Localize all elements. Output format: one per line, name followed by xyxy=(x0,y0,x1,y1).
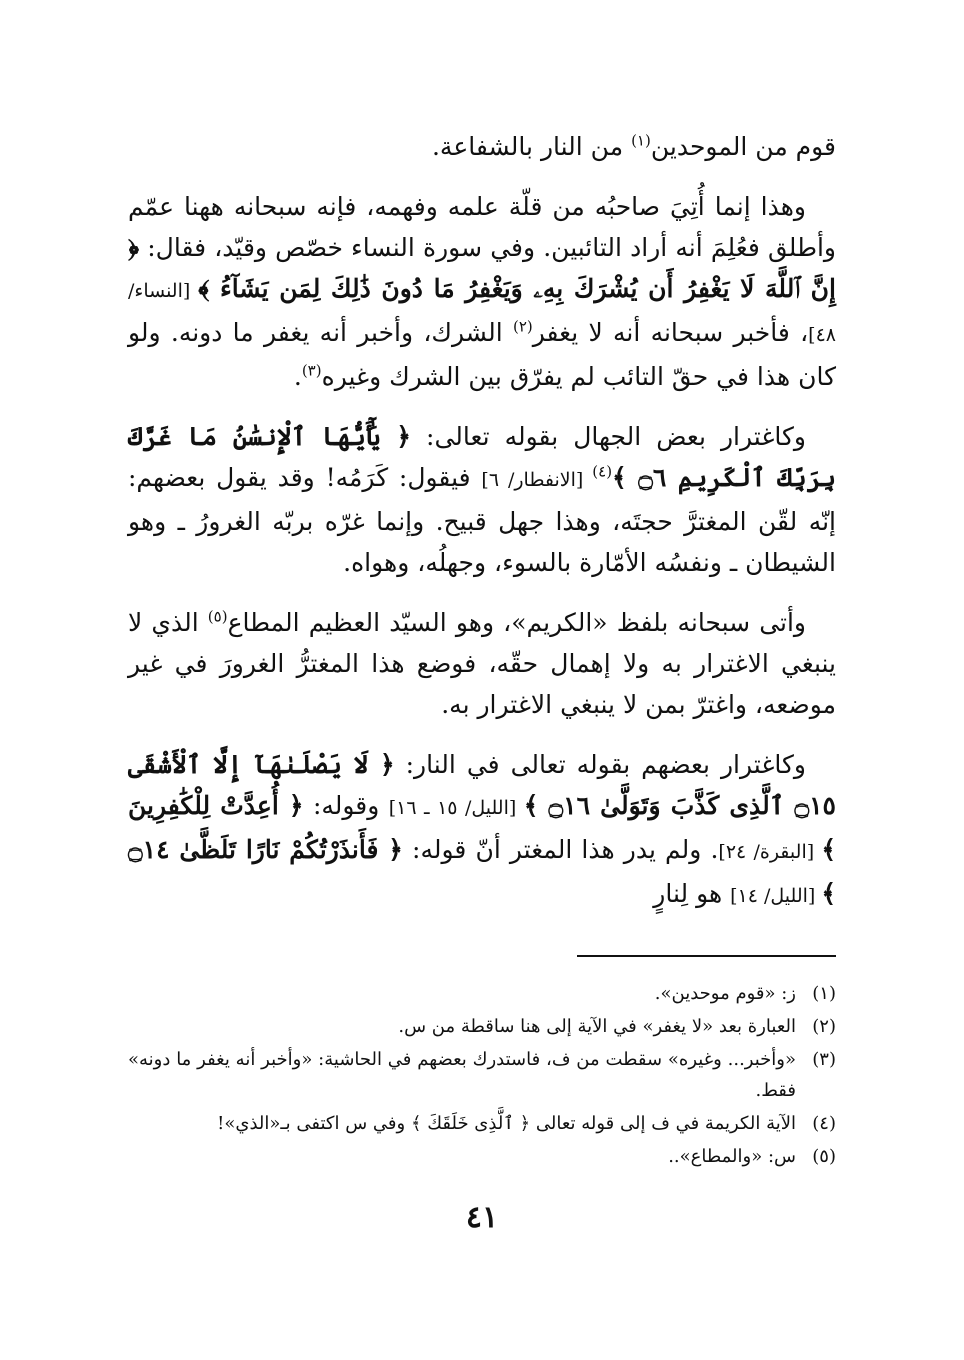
text-segment: وأتى سبحانه بلفظ «الكريم»، وهو السيّد العظيم المطاع xyxy=(227,608,807,637)
text-segment: قوم من الموحدين xyxy=(650,132,836,161)
paragraph-1 xyxy=(128,126,836,167)
footnote-marker-5[interactable]: (٥) xyxy=(207,607,228,626)
footnote-marker-3[interactable]: (٣) xyxy=(301,361,322,380)
footnote-number: (٢) xyxy=(812,1016,836,1037)
text-segment: فيقول: كَرَمُه! وقد يقول بعضهم: إنّه لقّن المغترَّ حجتَه، وهذا جهل قبيح. وإنما غرّه بربّه الغرورُ ـ وهو الشيطان ـ ونفسُه الأمّارة بالسوء، وجهلُه، وهواه. xyxy=(128,463,836,577)
text-segment: من النار بالشفاعة. xyxy=(431,132,632,161)
footnote-number: (٣) xyxy=(812,1049,836,1070)
footnote-marker-1[interactable]: (١) xyxy=(631,131,651,150)
verse-reference: [الليل/ ١٤] xyxy=(730,885,822,907)
footnote-text: «وأخبر... وغيره» سقطت من ف، فاستدرك بعضهم في الحاشية: «وأخبر أنه يغفر ما دونه» فقط. xyxy=(128,1049,796,1101)
verse-reference: [النساء/ ٤٨] xyxy=(128,280,836,346)
text-segment: وقوله: xyxy=(303,791,389,820)
footnote-text: ز: «قوم موحدين». xyxy=(654,983,796,1004)
text-segment: وهذا إنما أُتِيَ صاحبُه من قلّة علمه وفهمه، فإنه سبحانه ههنا عمّم وأطلق فعُلِمَ أنه أراد التائبين. وفي سورة النساء خصّص وقيّد، فقال: xyxy=(128,192,836,262)
quran-verse: ﴿ يَٰٓأَيُّهَا ٱلْإِنسَٰنُ مَا غَرَّكَ بِرَبِّكَ ٱلْكَرِيمِ ۝٦ ﴾ xyxy=(128,422,836,492)
quran-verse: ﴿ أُعِدَّتْ لِلْكَٰفِرِينَ ﴾ xyxy=(128,791,836,864)
page-number: ٤١ xyxy=(465,1200,499,1235)
text-segment: وكاغترار بعض الجهال بقوله تعالى: xyxy=(410,422,806,451)
text-segment: الذي لا ينبغي الاغترار به ولا إهمال حقّه، فوضع هذا المغترُّ الغرورَ في غير موضعه، واغترّ بمن لا ينبغي الاغترار به. xyxy=(128,608,836,719)
footnotes xyxy=(128,978,836,1174)
footnote-marker-4[interactable]: (٤) xyxy=(592,462,613,481)
footnote-text: س: «والمطاع».. xyxy=(668,1146,796,1167)
quran-verse: ﴿ لَا يَصْلَىٰهَآ إِلَّا ٱلْأَشْقَى ۝١٥ ٱلَّذِى كَذَّبَ وَتَوَلَّىٰ ۝١٦ ﴾ xyxy=(128,750,836,820)
quran-verse: ﴿ فَأَنذَرْتُكُمْ نَارًا تَلَظَّىٰ ۝١٤ ﴾ xyxy=(128,835,836,908)
footnote-text: العبارة بعد «لا يغفر» في الآية إلى هنا ساقطة من س. xyxy=(398,1016,796,1037)
verse-reference: [الليل/ ١٥ ـ ١٦] xyxy=(388,797,524,819)
paragraph-4 xyxy=(128,602,836,725)
footnote-4 xyxy=(128,1108,836,1139)
text-segment: وكاغترار بعضهم بقوله تعالى في النار: xyxy=(394,750,807,779)
text-segment: هو لِنارٍ xyxy=(653,879,731,908)
footnote-marker-2[interactable]: (٢) xyxy=(512,317,533,336)
footnote-3 xyxy=(128,1044,836,1106)
verse-reference: [الانفطار/ ٦] xyxy=(481,469,593,491)
footnote-separator xyxy=(577,955,836,957)
quran-verse: ﴿ إِنَّ ٱللَّهَ لَا يَغْفِرُ أَن يُشْرَكَ بِهِۦ وَيَغْفِرُ مَا دُونَ ذَٰلِكَ لِمَن يَشَآءُ ﴾ xyxy=(128,233,836,303)
text-segment: الشرك، وأخبر أنه يغفر ما دونه. ولو كان هذا في حقّ التائب لم يفرّق بين الشرك وغيره xyxy=(128,318,836,391)
paragraph-2 xyxy=(128,186,836,397)
footnote-1 xyxy=(128,978,836,1009)
text-segment: ، فأخبر سبحانه أنه لا يغفر xyxy=(532,318,809,347)
footnote-number: (١) xyxy=(812,983,836,1004)
footnote-number: (٤) xyxy=(812,1113,836,1134)
verse-reference: [البقرة/ ٢٤] xyxy=(718,841,822,863)
footnote-number: (٥) xyxy=(812,1146,836,1167)
text-segment: . xyxy=(293,362,302,391)
text-segment: . ولم يدر هذا المغتر أنّ قوله: xyxy=(402,835,719,864)
footnote-text: الآية الكريمة في ف إلى قوله تعالى ﴿ ٱلَّذِى خَلَقَكَ ﴾ وفي س اكتفى بـ«الذي»! xyxy=(217,1113,796,1134)
paragraph-3 xyxy=(128,416,836,583)
paragraph-5 xyxy=(128,744,836,917)
main-text xyxy=(128,126,836,936)
footnote-5 xyxy=(128,1141,836,1172)
footnote-2 xyxy=(128,1011,836,1042)
